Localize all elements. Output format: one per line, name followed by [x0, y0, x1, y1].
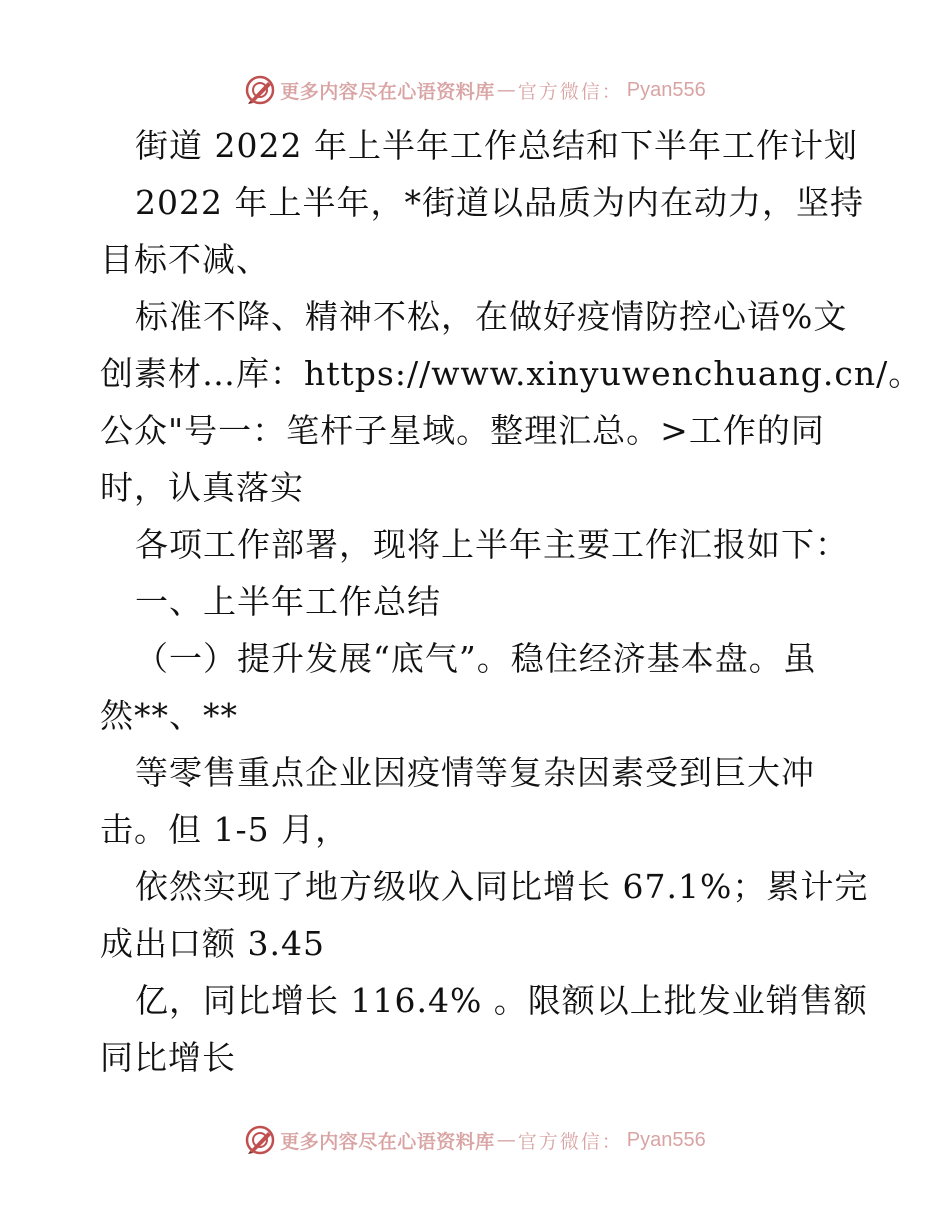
text-line: （一）提升发展“底气”。稳住经济基本盘。虽: [135, 639, 817, 678]
text-line: 标准不降、精神不松，在做好疫情防控心语%文: [135, 297, 848, 336]
section-heading: 一、上半年工作总结: [135, 582, 441, 621]
text-line: 各项工作部署，现将上半年主要工作汇报如下：: [135, 525, 849, 564]
footer-banner: [0, 1123, 950, 1157]
banner-text: 更多内容尽在心语资料库: [280, 80, 495, 103]
text-line: 时，认真落实: [100, 468, 304, 507]
text-line: 公众"号一：笔杆子星域。整理汇总。>工作的同: [100, 411, 825, 450]
banner-dash: —: [496, 79, 516, 101]
document-title: 街道 2022 年上半年工作总结和下半年工作计划: [135, 126, 858, 165]
banner-wechat-label: 官方微信：: [517, 1130, 623, 1153]
banner-wechat-id: Pyan556: [626, 1128, 706, 1151]
text-line: 成出口额 3.45: [100, 924, 325, 963]
banner-wechat-label: 官方微信：: [517, 80, 623, 103]
text-line: 依然实现了地方级收入同比增长 67.1%；累计完: [135, 867, 869, 906]
document-body: [100, 117, 923, 1086]
text-line: 击。但 1-5 月，: [100, 810, 350, 849]
text-line: 创素材…库：https://www.xinyuwenchuang.cn/。: [100, 354, 923, 393]
text-line: 等零售重点企业因疫情等复杂因素受到巨大冲: [135, 753, 815, 792]
pen-logo-icon: [244, 74, 276, 106]
text-line: 亿，同比增长 116.4% 。限额以上批发业销售额: [135, 981, 868, 1020]
banner-dash: —: [496, 1129, 516, 1151]
pen-logo-icon: [244, 1124, 276, 1156]
text-line: 2022 年上半年，*街道以品质为内在动力，坚持: [135, 183, 864, 222]
header-banner: [0, 73, 950, 107]
text-line: 目标不减、: [100, 240, 270, 279]
text-line: 同比增长: [100, 1038, 236, 1077]
text-line: 然**、**: [100, 696, 238, 735]
banner-wechat-id: Pyan556: [626, 78, 706, 101]
banner-text: 更多内容尽在心语资料库: [280, 1130, 495, 1153]
